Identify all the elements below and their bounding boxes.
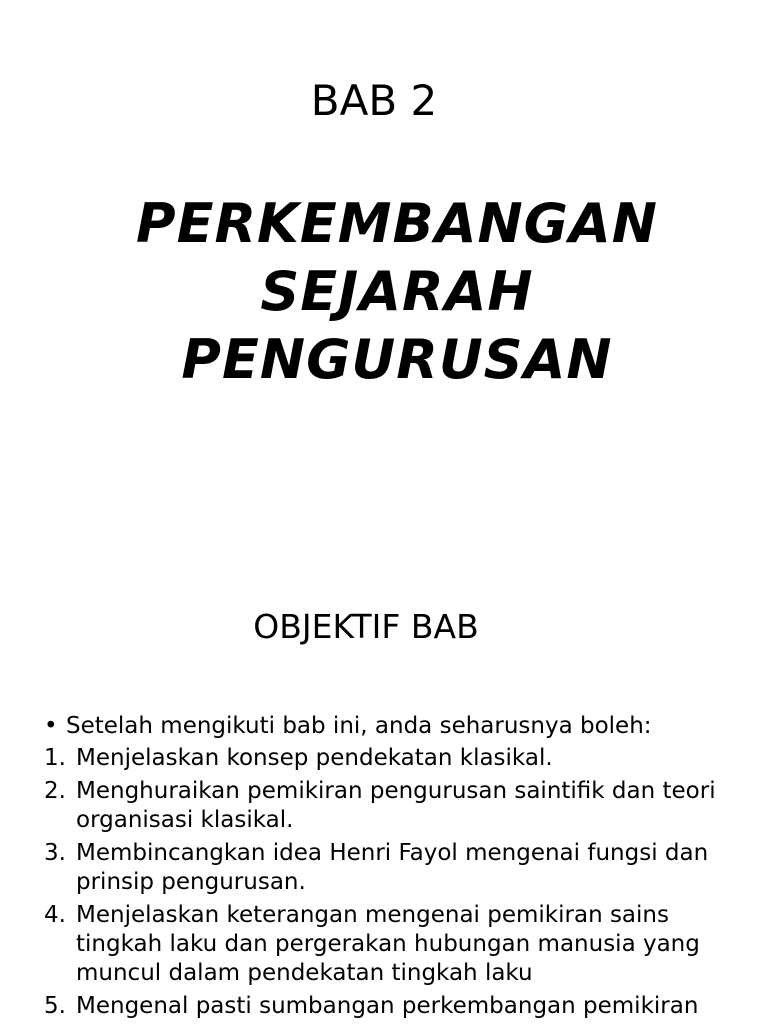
item-number: 1. xyxy=(44,745,66,771)
item-number: 4. xyxy=(44,902,66,928)
list-item xyxy=(44,744,744,773)
bullet-icon: • xyxy=(44,713,58,739)
list-item xyxy=(44,777,744,835)
intro-line xyxy=(44,712,744,741)
title-line-1: PERKEMBANGAN xyxy=(136,192,658,255)
objective-list xyxy=(44,712,744,1024)
title-line-2: SEJARAH xyxy=(260,260,534,323)
chapter-label: BAB 2 xyxy=(310,76,438,125)
item-text: Membincangkan idea Henri Fayol mengenai fungsi dan prinsip pengurusan. xyxy=(76,840,709,895)
list-item xyxy=(44,901,744,988)
list-item xyxy=(44,992,744,1021)
intro-text: Setelah mengikuti bab ini, anda seharusnya boleh: xyxy=(66,713,652,739)
item-text: Mengenal pasti sumbangan perkembangan pemikiran xyxy=(76,993,699,1019)
item-number: 3. xyxy=(44,840,66,866)
objective-heading: OBJEKTIF BAB xyxy=(253,607,479,646)
item-number: 2. xyxy=(44,778,66,804)
page-title xyxy=(0,190,768,394)
list-item xyxy=(44,839,744,897)
item-text: Menjelaskan konsep pendekatan klasikal. xyxy=(76,745,553,771)
item-text: Menjelaskan keterangan mengenai pemikiran sains tingkah laku dan pergerakan hubungan manusia yang muncul dalam pendekatan tingkah laku xyxy=(76,902,700,986)
item-number: 5. xyxy=(44,993,66,1019)
title-line-3: PENGURUSAN xyxy=(181,328,613,391)
item-text: Menghuraikan pemikiran pengurusan saintifik dan teori organisasi klasikal. xyxy=(76,778,716,833)
